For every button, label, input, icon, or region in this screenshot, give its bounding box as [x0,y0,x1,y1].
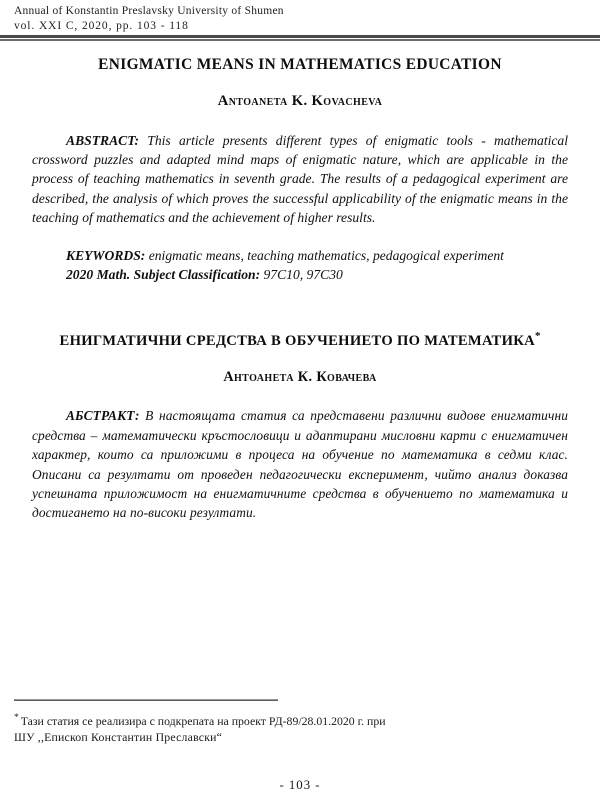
keywords-label: KEYWORDS: [66,248,146,264]
footnote-separator-rule-under [14,699,278,700]
header-divider-rule [0,35,600,41]
footnote-marker: * [14,713,19,723]
header-rule-thin [0,39,600,41]
footnote-separator-rule [14,699,278,701]
journal-volume-pages: vol. XXI C, 2020, pp. 103 - 118 [14,19,189,32]
article-author-bulgarian: Антоанета К. Ковачева [223,369,377,386]
abstract-english-block [32,131,568,227]
footnote-line-1: Тази статия се реализира с подкрепата на проект РД-89/28.01.2020 г. при [20,713,386,728]
article-title-bulgarian-text: ЕНИГМАТИЧНИ СРЕДСТВА В ОБУЧЕНИЕТО ПО МАТЕМАТИКА [59,333,535,350]
abstract-bulgarian-block [32,406,568,522]
article-body [32,55,568,523]
msc-classification-line [32,265,568,284]
keywords-block [32,246,568,265]
msc-label: 2020 Math. Subject Classification: [66,267,261,283]
article-title-english: ENIGMATIC MEANS IN MATHEMATICS EDUCATION [98,56,502,73]
footnote-text [14,710,586,746]
journal-running-head [14,4,586,33]
msc-codes: 97C10, 97C30 [260,267,343,283]
page-number: - 103 - [279,778,321,792]
keywords-text: enigmatic means, teaching mathematics, pedagogical experiment [145,248,504,264]
article-title-bulgarian [32,326,568,352]
abstract-bulgarian-text: В настоящата статия са представени различни видове енигматични средства – математически кръстословици и адаптирани мисловни карти с енигматичен характер, които са приложими в процеса на обучение по математика в седми клас. Описани са резултати от проведен педагогически експеримент, чийто анализ доказва успешната приложимост на енигматичните средства в обучението по математика и достигането на по-високи резултати. [32,408,568,521]
abstract-english-text: This article presents different types of enigmatic tools - mathematical crossword puzzles and adapted mind maps of enigmatic nature, which are applicable in the process of teaching mathematics in seventh grade. The results of a pedagogical experiment are described, the analysis of which proves the successful applicability of the enigmatic means in the teaching of mathematics and the achievement of higher results. [32,133,568,225]
abstract-english-paragraph [32,131,568,227]
title-footnote-marker: * [534,330,541,343]
footnote-area [14,698,586,746]
abstract-bulgarian-paragraph [32,406,568,522]
abstract-bulgarian-label: АБСТРАКТ: [66,408,140,424]
keywords-paragraph [32,246,568,265]
abstract-english-label: ABSTRACT: [66,133,140,148]
footnote-line-2: ШУ ,,Епископ Константин Преславски“ [14,730,223,745]
journal-name: Annual of Konstantin Preslavsky University of Shumen [14,5,284,17]
article-author-english: Antoaneta K. Kovacheva [217,93,383,109]
